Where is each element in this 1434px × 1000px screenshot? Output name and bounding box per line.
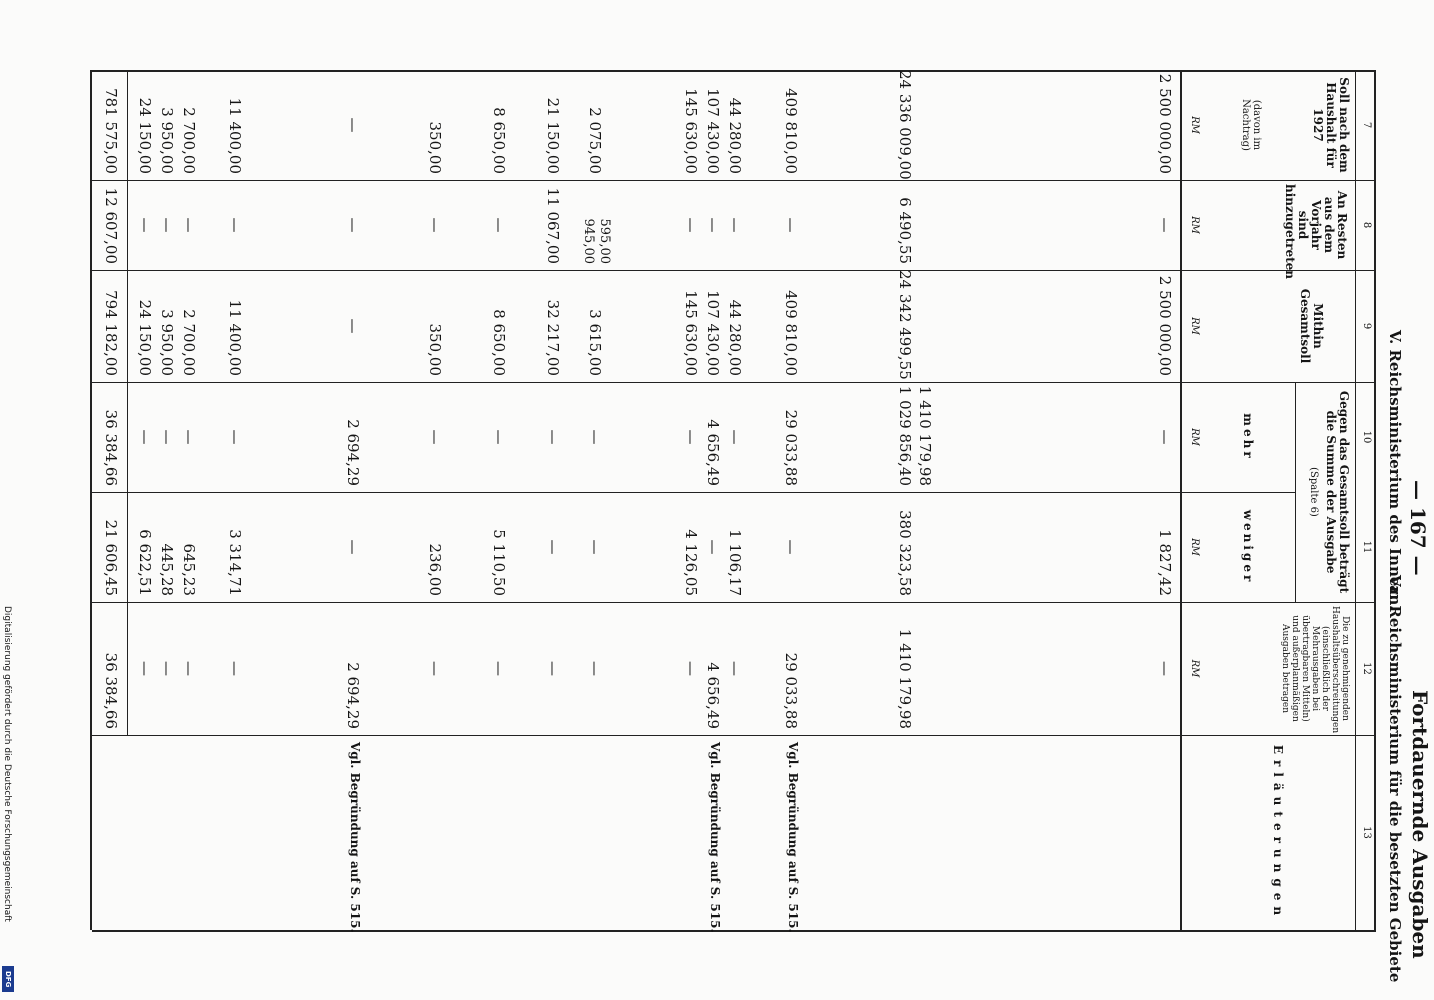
row13-col10: — <box>158 429 176 445</box>
row8-col10: — <box>490 429 508 445</box>
row9-col7: 350,00 <box>426 121 444 174</box>
row9-col10: — <box>426 429 444 445</box>
title-right: Fortdauernde Ausgaben <box>1408 690 1432 959</box>
row11-col10: — <box>226 429 244 445</box>
col-sep-12-13 <box>92 735 1376 736</box>
total-col9: 794 182,00 <box>102 290 120 376</box>
row1-col8: 6 490,55 <box>896 197 914 264</box>
row9-col11: 236,00 <box>426 543 444 596</box>
row12-col9: 2 700,00 <box>180 309 198 376</box>
row2-col10: 29 033,88 <box>782 409 800 486</box>
row2-col11: — <box>782 539 800 555</box>
row12-col10: — <box>180 429 198 445</box>
row12-col12: — <box>180 661 198 676</box>
row8-col9: 8 650,00 <box>490 309 508 376</box>
col-right-border <box>92 930 1376 932</box>
row2-col9: 409 810,00 <box>782 290 800 376</box>
header-bottom-rule <box>1180 70 1182 930</box>
row9-col9: 350,00 <box>426 323 444 376</box>
row9-col12: — <box>426 661 444 676</box>
row8-col11: 5 110,50 <box>490 529 508 596</box>
col13-head: Erläuterungen <box>1271 744 1285 922</box>
row4-col9: 107 430,00 <box>704 290 722 376</box>
col9-head: Mithin Gesamtsoll <box>1298 288 1325 364</box>
col10-11-head: Gegen das Gesamtsoll beträgt die Summe der Ausgabe <box>1324 390 1351 594</box>
col8-head: An Resten aus dem Vorjahr sind hinzugetreten <box>1283 184 1349 279</box>
row4-col8: — <box>704 217 722 233</box>
row1-col10a: 1 410 179,98 <box>916 385 934 486</box>
row1-col11: 380 323,58 <box>896 510 914 596</box>
row12-col7: 2 700,00 <box>180 107 198 174</box>
row3-col11: 1 106,17 <box>726 529 744 596</box>
table-bottom-rule <box>90 70 92 930</box>
row2-col12: 29 033,88 <box>782 652 800 729</box>
total-col8: 12 607,00 <box>102 187 120 264</box>
row11-col12: — <box>226 661 244 676</box>
row5-col12: — <box>682 661 700 676</box>
row6-col10: — <box>586 429 604 445</box>
row9-col8: — <box>426 217 444 233</box>
colnum-9: 9 <box>1361 322 1372 330</box>
total-col11: 21 606,45 <box>102 519 120 596</box>
row14-col8: — <box>136 217 154 233</box>
row3-col10: — <box>726 429 744 445</box>
row5-col8: — <box>682 217 700 233</box>
row13-col11: 445,28 <box>158 543 176 596</box>
row2-col13: Vgl. Begründung auf S. 515. <box>786 742 800 933</box>
colnum-rule <box>1355 70 1356 930</box>
row7-col9: 32 217,00 <box>544 299 562 376</box>
row0-col11: 1 827,42 <box>1156 529 1174 596</box>
col10-11-sub: (Spalte 6) <box>1308 467 1319 517</box>
row13-col12: — <box>158 661 176 676</box>
row1-col10: 1 029 856,40 <box>896 385 914 486</box>
row14-col12: — <box>136 661 154 676</box>
row7-col10: — <box>544 429 562 445</box>
row5-col9: 145 630,00 <box>682 290 700 376</box>
total-col7: 781 575,00 <box>102 88 120 174</box>
colnum-13: 13 <box>1361 826 1372 839</box>
title-left: V. Reichsministerium des Innern. <box>1386 330 1404 611</box>
row6-col9: 3 615,00 <box>586 309 604 376</box>
row10-col9: — <box>344 318 362 334</box>
row4-col13: Vgl. Begründung auf S. 515. <box>708 742 722 933</box>
colnum-11: 11 <box>1361 540 1372 554</box>
colnum-8: 8 <box>1361 221 1372 229</box>
row7-col7: 21 150,00 <box>544 97 562 174</box>
row7-col12: — <box>544 661 562 676</box>
digitization-credit: Digitalisierung gefördert durch die Deutsche Forschungsgemeinschaft <box>2 606 12 922</box>
col10-11-subrule <box>1295 382 1296 602</box>
row6-col8a: 595,00 <box>597 218 612 264</box>
col9-unit: RM <box>1189 317 1200 335</box>
row3-col9: 44 280,00 <box>726 299 744 376</box>
row8-col7: 8 650,00 <box>490 107 508 174</box>
row3-col7: 44 280,00 <box>726 97 744 174</box>
row6-col12: — <box>586 661 604 676</box>
row0-col10: — <box>1156 429 1174 445</box>
row4-col10: 4 656,49 <box>704 419 722 486</box>
row11-col8: — <box>226 217 244 233</box>
row6-col7: 2 075,00 <box>586 107 604 174</box>
table-top-rule <box>1374 70 1376 930</box>
row6-col11: — <box>586 539 604 555</box>
row5-col11: 4 126,05 <box>682 529 700 596</box>
col11-unit: RM <box>1189 538 1200 556</box>
row5-col7: 145 630,00 <box>682 88 700 174</box>
row13-col7: 3 950,00 <box>158 107 176 174</box>
row1-col12: 1 410 179,98 <box>896 628 914 729</box>
row12-col11: 645,23 <box>180 543 198 596</box>
row4-col11: — <box>704 539 722 555</box>
row14-col7: 24 150,00 <box>136 97 154 174</box>
row1-col7: 24 336 009,00 <box>896 70 914 180</box>
row8-col12: — <box>490 661 508 676</box>
row0-col9: 2 500 000,00 <box>1156 275 1174 376</box>
row13-col9: 3 950,00 <box>158 309 176 376</box>
row10-col8: — <box>344 217 362 233</box>
row0-col7: 2 500 000,00 <box>1156 73 1174 174</box>
total-col12: 36 384,66 <box>102 652 120 729</box>
row3-col8: — <box>726 217 744 233</box>
row6-col8: 945,00 <box>581 218 596 264</box>
colnum-10: 10 <box>1361 430 1372 444</box>
row3-col12: — <box>726 661 744 676</box>
row7-col11: — <box>544 539 562 555</box>
row1-col9: 24 342 499,55 <box>896 270 914 380</box>
row2-col8: — <box>782 217 800 233</box>
dfg-logo: DFG <box>2 966 14 992</box>
col12-head: Die zu genehmigenden Haushaltsüberschreitungen (einschließlich der Mehrausgaben bei übertragbaren Mitteln) und außerplanmäßigen Ausgaben betragen <box>1280 606 1350 734</box>
row8-col8: — <box>490 217 508 233</box>
row11-col7: 11 400,00 <box>226 97 244 174</box>
col7-sub: (davon im Nachtrag) <box>1240 99 1262 151</box>
colnum-7: 7 <box>1361 121 1372 129</box>
row0-col12: — <box>1156 661 1174 676</box>
col12-unit: RM <box>1189 659 1200 678</box>
row10-col12: 2 694,29 <box>344 662 362 729</box>
row4-col12: 4 656,49 <box>704 662 722 729</box>
row0-col8: — <box>1156 217 1174 233</box>
row2-col7: 409 810,00 <box>782 88 800 174</box>
row5-col10: — <box>682 429 700 445</box>
row10-col10: 2 694,29 <box>344 419 362 486</box>
row10-col13: Vgl. Begründung auf S. 515. <box>348 742 362 933</box>
row10-col11: — <box>344 539 362 555</box>
row13-col8: — <box>158 217 176 233</box>
col7-unit: RM <box>1189 116 1200 134</box>
row7-col8: 11 067,00 <box>544 187 562 264</box>
row11-col9: 11 400,00 <box>226 299 244 376</box>
col7-head: Soll nach dem Haushalt für 1927 <box>1311 77 1351 173</box>
colnum-12: 12 <box>1361 662 1372 675</box>
row14-col11: 6 622,51 <box>136 529 154 596</box>
page-number: — 167 — <box>1406 480 1430 576</box>
row11-col11: 3 314,71 <box>226 529 244 596</box>
row14-col10: — <box>136 429 154 445</box>
col8-unit: RM <box>1189 216 1200 234</box>
title-mid: Va. Reichsministerium für die besetzten Gebiete <box>1386 575 1404 983</box>
row12-col8: — <box>180 217 198 233</box>
row14-col9: 24 150,00 <box>136 299 154 376</box>
col11-head: weniger <box>1241 509 1255 585</box>
totals-rule <box>127 70 128 735</box>
total-col10: 36 384,66 <box>102 409 120 486</box>
col10-head: mehr <box>1241 413 1255 461</box>
col10-unit: RM <box>1189 428 1200 446</box>
row4-col7: 107 430,00 <box>704 88 722 174</box>
row10-col7: — <box>344 117 362 133</box>
